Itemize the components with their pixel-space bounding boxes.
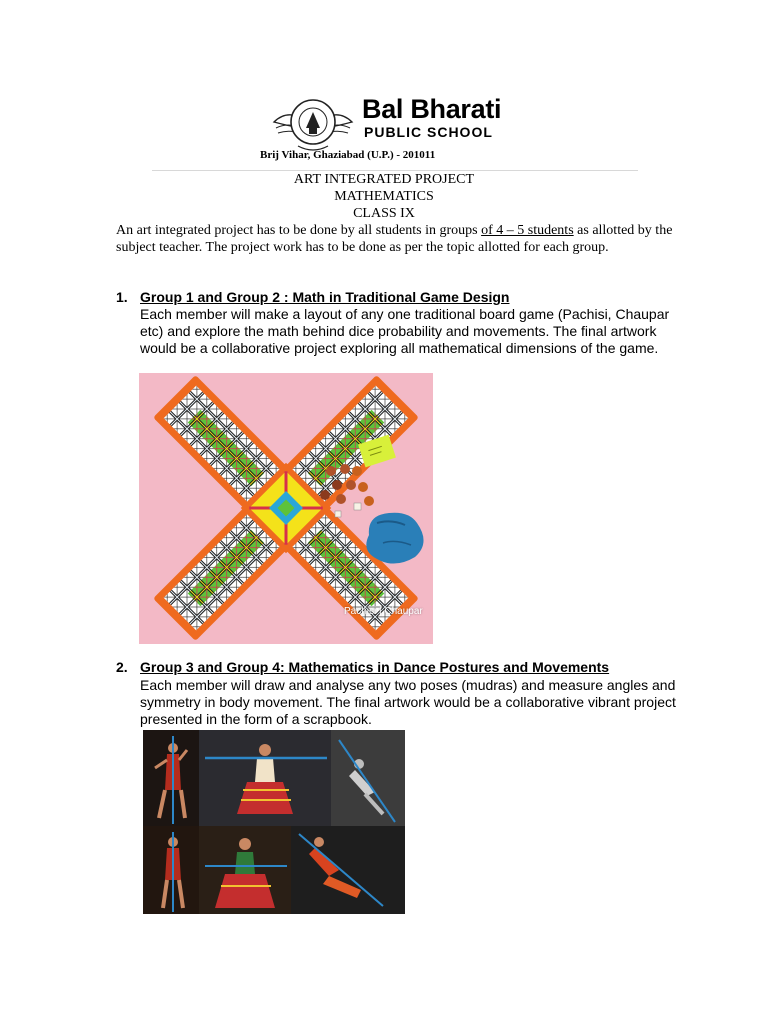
intro-text-rest: as allotted by the subject teacher. The project work has to be done as per the topic allotted for each group. (116, 223, 673, 255)
pachisi-board-image (139, 373, 433, 644)
board-caption: Pachisi | Chaupar (344, 606, 423, 617)
subject-title: MATHEMATICS (334, 189, 434, 204)
dance-poses-collage (143, 730, 405, 914)
intro-text: An art integrated project has to be done by all students in groups (116, 223, 482, 238)
intro-group-size: of 4 – 5 students (481, 223, 574, 238)
intro-paragraph (116, 222, 676, 256)
class-title: CLASS IX (353, 206, 415, 221)
dice-pouch (366, 513, 423, 564)
section-1-heading: Group 1 and Group 2 : Math in Traditional Game Design (140, 289, 510, 305)
dance-photo-6 (291, 826, 405, 914)
section-2-number: 2. (116, 659, 128, 675)
section-2-body: Each member will draw and analyse any two poses (mudras) and measure angles and symmetry in body movement. The final artwork would be a collaborative vibrant project presented in the form of a scrapbook. (140, 677, 676, 727)
school-address: Brij Vihar, Ghaziabad (U.P.) - 201011 (260, 149, 436, 161)
school-name: Bal Bharati (362, 94, 502, 124)
section-1-number: 1. (116, 289, 128, 305)
school-crest-logo (272, 92, 354, 154)
school-subtitle: PUBLIC SCHOOL (364, 124, 493, 140)
project-title: ART INTEGRATED PROJECT (293, 172, 475, 187)
letterhead (152, 86, 638, 176)
section-2-heading: Group 3 and Group 4: Mathematics in Dance Postures and Movements (140, 659, 610, 675)
section-1-body: Each member will make a layout of any one traditional board game (Pachisi, Chaupar etc) and explore the math behind dice probability and movements. The final artwork would be a collaborative project exploring all mathematical dimensions of the game. (140, 306, 670, 356)
